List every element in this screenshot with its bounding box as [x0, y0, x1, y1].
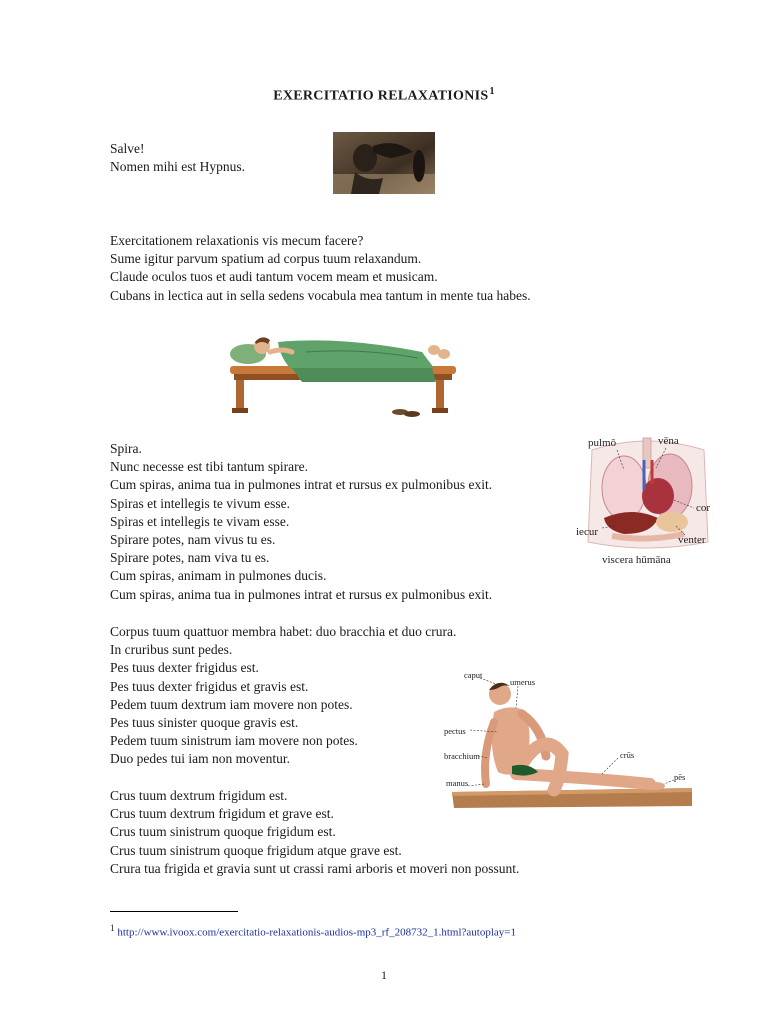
label-venter: venter: [678, 534, 706, 546]
label-bracchium: bracchium: [444, 751, 480, 761]
text-line: Pes tuus sinister quoque gravis est.: [110, 715, 299, 731]
text-line: Spira.: [110, 441, 142, 456]
viscera-caption: viscera hūmāna: [602, 554, 671, 566]
intro-block: [110, 140, 245, 176]
footnote-separator: [110, 911, 238, 912]
text-line: Pedem tuum sinistrum iam movere non potes.: [110, 733, 358, 749]
label-cor: cor: [696, 502, 711, 514]
text-line: Salve!: [110, 141, 145, 156]
page-title: [0, 86, 768, 105]
viscera-illustration: [572, 430, 722, 570]
label-pulmo: pulmō: [588, 437, 617, 449]
text-line: Corpus tuum quattuor membra habet: duo bracchia et duo crura.: [110, 624, 457, 639]
footnote-mark: 1: [110, 923, 115, 933]
text-line: Crus tuum sinistrum quoque frigidum atque grave est.: [110, 842, 402, 858]
paragraph-2: [110, 440, 492, 604]
label-pectus: pectus: [444, 726, 466, 736]
hypnus-statue-image: [333, 132, 435, 194]
footnote: [110, 923, 516, 939]
footnote-link[interactable]: http://www.ivoox.com/exercitatio-relaxationis-audios-mp3_rf_208732_1.html?autoplay=1: [117, 926, 516, 939]
paragraph-1: [110, 232, 531, 305]
label-caput: caput: [464, 670, 483, 680]
text-line: Crus tuum dextrum frigidum est.: [110, 788, 288, 803]
label-pes: pēs: [674, 772, 686, 782]
text-line: Spiras et intellegis te vivam esse.: [110, 513, 290, 529]
label-crus: crūs: [620, 750, 635, 760]
label-vena: vēna: [658, 435, 679, 447]
text-line: Cum spiras, animam in pulmones ducis.: [110, 568, 327, 584]
lectica-illustration: [222, 322, 460, 420]
text-line: Spiras et intellegis te vivum esse.: [110, 495, 290, 511]
text-line: Nomen mihi est Hypnus.: [110, 159, 245, 175]
text-line: Cum spiras, anima tua in pulmones intrat et rursus ex pulmonibus exit.: [110, 477, 493, 493]
label-manus: manus: [446, 778, 469, 788]
title-text: EXERCITATIO RELAXATIONIS: [273, 88, 489, 104]
text-line: Crura tua frigida et gravia sunt ut crassi rami arboris et moveri non possunt.: [110, 860, 520, 876]
label-iecur: iecur: [576, 526, 598, 538]
label-umerus: umerus: [510, 677, 536, 687]
text-line: Pes tuus dexter frigidus est.: [110, 660, 259, 676]
text-line: Sume igitur parvum spatium ad corpus tuum relaxandum.: [110, 251, 422, 267]
text-line: Pedem tuum dextrum iam movere non potes.: [110, 696, 353, 712]
page-number: 1: [381, 968, 387, 982]
text-line: Crus tuum sinistrum quoque frigidum est.: [110, 824, 336, 840]
text-line: Exercitationem relaxationis vis mecum facere?: [110, 233, 364, 248]
text-line: Cubans in lectica aut in sella sedens vocabula mea tantum in mente tua habes.: [110, 287, 531, 303]
text-line: Cum spiras, anima tua in pulmones intrat et rursus ex pulmonibus exit.: [110, 586, 493, 602]
text-line: Nunc necesse est tibi tantum spirare.: [110, 459, 308, 475]
text-line: Spirare potes, nam viva tu es.: [110, 550, 270, 566]
title-footnote-mark: 1: [489, 86, 495, 97]
paragraph-4: [110, 787, 519, 878]
text-line: Claude oculos tuos et audi tantum vocem meam et musicam.: [110, 269, 438, 285]
paragraph-3: [110, 623, 456, 769]
text-line: Spirare potes, nam vivus tu es.: [110, 532, 276, 548]
text-line: In cruribus sunt pedes.: [110, 642, 233, 658]
text-line: Pes tuus dexter frigidus et gravis est.: [110, 678, 309, 694]
text-line: Crus tuum dextrum frigidum et grave est.: [110, 806, 334, 822]
text-line: Duo pedes tui iam non moventur.: [110, 751, 290, 767]
